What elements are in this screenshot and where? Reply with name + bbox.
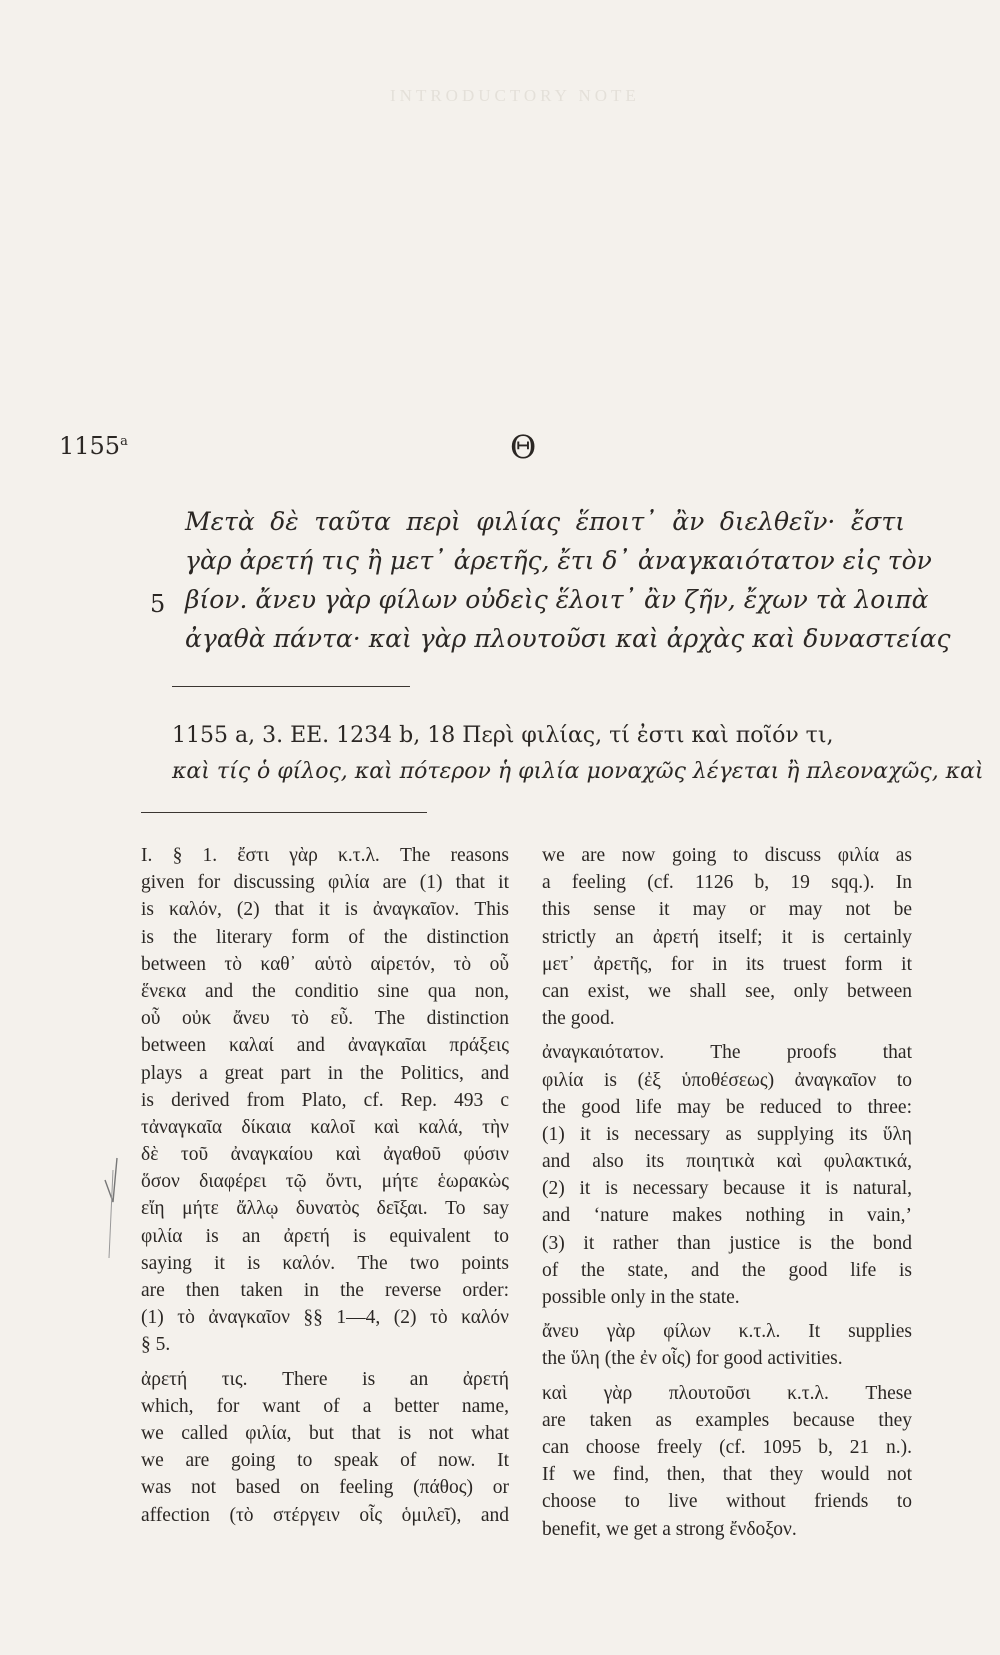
note-line: is the literary form of the distinction <box>141 926 509 948</box>
note-line: φιλία is an ἀρετή is equivalent to <box>141 1225 509 1247</box>
note-line: εἴη μήτε ἄλλῳ δυνατὸς δεῖξαι. To say <box>141 1198 509 1220</box>
note-line: § 5. <box>141 1334 171 1356</box>
note-line: this sense it may or may not be <box>542 899 912 921</box>
note-line: (2) it is necessary because it is natural, <box>542 1178 912 1200</box>
apparatus-line: 1155 a, 3. EE. 1234 b, 18 Περὶ φιλίας, τί ἐστι καὶ ποῖόν τι, <box>172 723 834 748</box>
note-line: ἕνεκα and the conditio sine qua non, <box>141 980 509 1002</box>
greek-text-block <box>185 502 951 658</box>
note-line: δὲ τοῦ ἀναγκαίου καὶ ἀγαθοῦ φύσιν <box>141 1144 509 1166</box>
note-line: ἀρετή τις. There is an ἀρετή <box>141 1368 509 1390</box>
note-line: we called φιλία, but that is not what <box>141 1422 509 1444</box>
note-line: between τὸ καθ᾽ αὑτὸ αἱρετόν, τὸ οὗ <box>141 953 509 975</box>
note-line: is καλόν, (2) that it is ἀναγκαῖον. This <box>141 899 509 921</box>
note-line: are then taken in the reverse order: <box>141 1280 509 1301</box>
text-line: γὰρ ἀρετή τις ἢ μετ᾽ ἀρετῆς, ἔτι δ᾽ ἀναγκαιότατον εἰς τὸν <box>185 546 932 575</box>
pencil-margin-mark <box>99 1150 129 1260</box>
note-line: ὅσον διαφέρει τῷ ὄντι, μήτε ἑωρακὼς <box>141 1171 509 1193</box>
note-line: a feeling (cf. 1126 b, 19 sqq.). In <box>542 872 912 894</box>
note-line: saying it is καλόν. The two points <box>141 1252 509 1274</box>
note-line: τἀναγκαῖα δίκαια καλοῖ καὶ καλά, τὴν <box>141 1116 509 1138</box>
note-line: between καλαί and ἀναγκαῖαι πράξεις <box>141 1035 509 1057</box>
note-line: affection (τὸ στέργειν οἷς ὁμιλεῖ), and <box>141 1504 509 1526</box>
note-line: which, for want of a better name, <box>141 1395 509 1417</box>
apparatus-rule <box>172 686 410 687</box>
text-line: βίον. ἄνευ γὰρ φίλων οὐδεὶς ἕλοιτ᾽ ἂν ζῆν, ἔχων τὰ λοιπὰ <box>185 585 929 614</box>
note-line: choose to live without friends to <box>542 1491 912 1513</box>
text-line: Μετὰ δὲ ταῦτα περὶ φιλίας ἕποιτ᾽ ἂν διελθεῖν· ἔστι <box>185 507 905 536</box>
book-heading-theta: Θ <box>510 428 537 466</box>
note-line: and also its ποιητικὰ καὶ φυλακτικά, <box>542 1151 912 1173</box>
note-line: ἄνευ γὰρ φίλων κ.τ.λ. It supplies <box>542 1321 912 1343</box>
commentary-column-left <box>141 842 509 1529</box>
note-line: φιλία is (ἐξ ὑποθέσεως) ἀναγκαῖον to <box>542 1069 912 1091</box>
note-line: and ‘nature makes nothing in vain,’ <box>542 1205 912 1227</box>
note-line: is derived from Plato, cf. Rep. 493 c <box>141 1089 509 1111</box>
note-line: possible only in the state. <box>542 1287 740 1308</box>
apparatus-line: καὶ τίς ὁ φίλος, καὶ πότερον ἡ φιλία μοναχῶς λέγεται ἢ πλεοναχῶς, καὶ <box>172 759 984 784</box>
note-line: καὶ γὰρ πλουτοῦσι κ.τ.λ. These <box>542 1382 912 1404</box>
note-line: was not based on feeling (πάθος) or <box>141 1477 509 1499</box>
note-line: οὗ οὐκ ἄνευ τὸ εὖ. The distinction <box>141 1008 509 1030</box>
note-line: (3) it rather than justice is the bond <box>542 1232 912 1254</box>
line-number: 5 <box>150 590 166 618</box>
note-line: the good life may be reduced to three: <box>542 1096 912 1118</box>
show-through-heading: INTRODUCTORY NOTE <box>390 86 640 105</box>
note-line: If we find, then, that they would not <box>542 1464 912 1486</box>
note-line: (1) it is necessary as supplying its ὕλη <box>542 1123 912 1145</box>
note-line: I. § 1. ἔστι γὰρ κ.τ.λ. The reasons <box>141 845 509 866</box>
parallel-passage-apparatus <box>172 718 984 790</box>
note-line: strictly an ἀρετή itself; it is certainly <box>542 926 912 948</box>
note-line: given for discussing φιλία are (1) that it <box>141 872 509 894</box>
note-line: are taken as examples because they <box>542 1409 912 1431</box>
note-line: plays a great part in the Politics, and <box>141 1062 509 1084</box>
commentary-column-right <box>542 842 912 1543</box>
note-line: ἀναγκαιότατον. The proofs that <box>542 1042 912 1064</box>
note-line: μετ᾽ ἀρετῆς, for in its truest form it <box>542 953 912 975</box>
note-line: the ὕλη (the ἐν οἷς) for good activities. <box>542 1348 843 1370</box>
note-line: can choose freely (cf. 1095 b, 21 n.). <box>542 1436 912 1458</box>
notes-rule <box>141 812 427 813</box>
text-line: ἀγαθὰ πάντα· καὶ γὰρ πλουτοῦσι καὶ ἀρχὰς καὶ δυναστείας <box>185 624 951 653</box>
note-line: of the state, and the good life is <box>542 1259 912 1281</box>
margin-bekker-reference: 1155$^a$ <box>59 432 128 460</box>
note-line: we are going to speak of now. It <box>141 1450 509 1472</box>
note-line: benefit, we get a strong ἔνδοξον. <box>542 1518 797 1540</box>
note-line: we are now going to discuss φιλία as <box>542 845 912 866</box>
note-line: the good. <box>542 1008 615 1030</box>
note-line: can exist, we shall see, only between <box>542 980 912 1002</box>
note-line: (1) τὸ ἀναγκαῖον §§ 1—4, (2) τὸ καλόν <box>141 1307 509 1329</box>
